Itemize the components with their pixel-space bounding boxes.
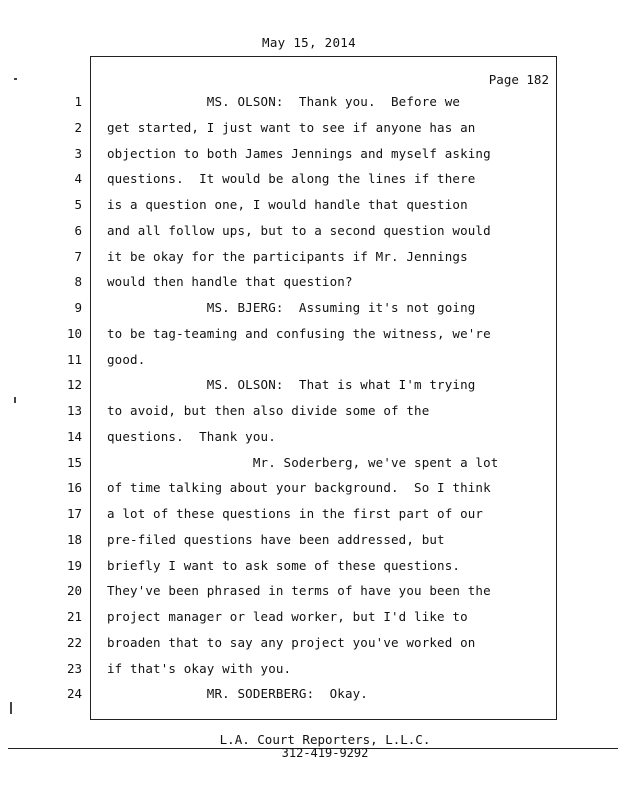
line-number: 24 [66, 686, 82, 701]
line-number: 7 [74, 249, 82, 264]
line-number: 18 [66, 532, 82, 547]
line-number: 13 [66, 403, 82, 418]
transcript-line: would then handle that question? [107, 274, 353, 289]
transcript-line: questions. Thank you. [107, 429, 276, 444]
transcript-line: pre-filed questions have been addressed, but [107, 532, 445, 547]
transcript-line: is a question one, I would handle that question [107, 197, 468, 212]
line-number: 15 [66, 455, 82, 470]
line-number: 11 [66, 352, 82, 367]
line-number: 4 [74, 171, 82, 186]
transcript-line: briefly I want to ask some of these questions. [107, 558, 461, 573]
scan-speck [14, 78, 17, 80]
scan-speck [10, 702, 12, 714]
transcript-line: to avoid, but then also divide some of the [107, 403, 430, 418]
transcript-line: broaden that to say any project you've worked on [107, 635, 476, 650]
transcript-line: project manager or lead worker, but I'd like to [107, 609, 468, 624]
transcript-line: They've been phrased in terms of have you been the [107, 583, 491, 598]
transcript-line: and all follow ups, but to a second question would [107, 223, 491, 238]
transcript-line: Mr. Soderberg, we've spent a lot [107, 455, 499, 470]
footer-phone-number: 312-419-9292 [281, 746, 369, 760]
line-number: 9 [74, 300, 82, 315]
line-number: 14 [66, 429, 82, 444]
line-number: 22 [66, 635, 82, 650]
transcript-line: good. [107, 352, 146, 367]
transcript-line: to be tag-teaming and confusing the witness, we're [107, 326, 491, 341]
transcript-line: if that's okay with you. [107, 661, 292, 676]
transcript-line: get started, I just want to see if anyone has an [107, 120, 476, 135]
transcript-line: a lot of these questions in the first part of our [107, 506, 484, 521]
line-number: 3 [74, 146, 82, 161]
line-number: 5 [74, 197, 82, 212]
line-number: 21 [66, 609, 82, 624]
transcript-line: MS. OLSON: Thank you. Before we [107, 94, 461, 109]
transcript-line: MR. SODERBERG: Okay. [107, 686, 368, 701]
line-number: 17 [66, 506, 82, 521]
line-number: 12 [66, 377, 82, 392]
line-number: 10 [66, 326, 82, 341]
page-number-label: Page 182 [488, 72, 549, 87]
transcript-line: questions. It would be along the lines if there [107, 171, 476, 186]
line-number: 23 [66, 661, 82, 676]
scan-speck [14, 397, 16, 403]
page-date-header: May 15, 2014 [262, 35, 356, 50]
line-number: 16 [66, 480, 82, 495]
line-number: 8 [74, 274, 82, 289]
transcript-line: objection to both James Jennings and myself asking [107, 146, 491, 161]
transcript-line: MS. BJERG: Assuming it's not going [107, 300, 476, 315]
line-number: 2 [74, 120, 82, 135]
transcript-line: it be okay for the participants if Mr. Jennings [107, 249, 468, 264]
transcript-line: MS. OLSON: That is what I'm trying [107, 377, 476, 392]
line-number: 19 [66, 558, 82, 573]
line-number: 1 [74, 94, 82, 109]
transcript-line: of time talking about your background. So I think [107, 480, 491, 495]
footer-company-name: L.A. Court Reporters, L.L.C. [219, 732, 431, 747]
line-number: 6 [74, 223, 82, 238]
line-number: 20 [66, 583, 82, 598]
